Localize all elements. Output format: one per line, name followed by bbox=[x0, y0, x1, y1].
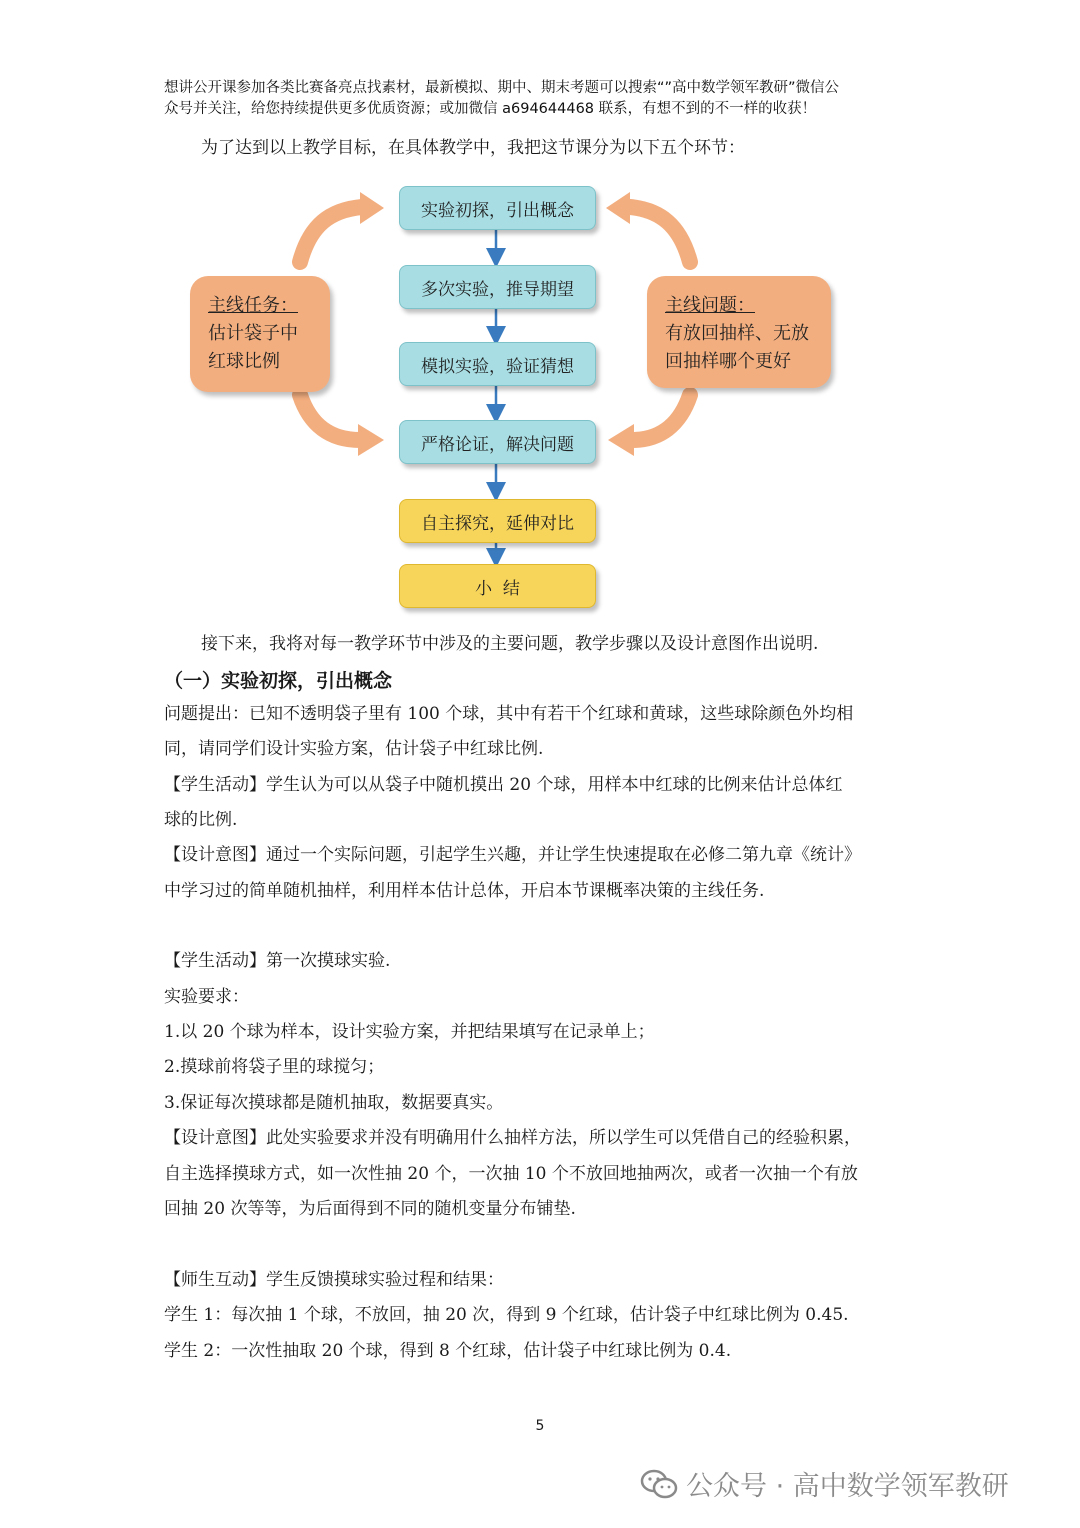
step-1-box: 实验初探，引出概念 bbox=[399, 186, 596, 230]
step-2-box: 多次实验，推导期望 bbox=[399, 265, 596, 309]
main-question-box bbox=[647, 276, 831, 388]
para-line: 3.保证每次摸球都是随机抽取，数据要真实。 bbox=[164, 1093, 504, 1113]
para-line: 【师生互动】学生反馈摸球实验过程和结果： bbox=[164, 1270, 504, 1290]
para-line: 2.摸球前将袋子里的球搅匀； bbox=[164, 1057, 385, 1077]
main-task-line-2: 红球比例 bbox=[208, 351, 280, 372]
step-6-box: 小 结 bbox=[399, 564, 596, 608]
main-task-line-1: 估计袋子中 bbox=[208, 323, 298, 344]
watermark-text: 公众号 · 高中数学领军教研 bbox=[686, 1471, 1009, 1502]
main-question-title: 主线问题： bbox=[665, 295, 755, 316]
main-question-line-2: 回抽样哪个更好 bbox=[665, 351, 791, 372]
para-line: 球的比例. bbox=[164, 810, 238, 830]
header-line-2: 众号并关注，给您持续提供更多优质资源；或加微信 a694644468 联系，有想不到的不一样的收获！ bbox=[164, 101, 817, 117]
intro-text: 为了达到以上教学目标，在具体教学中，我把这节课分为以下五个环节： bbox=[201, 138, 745, 158]
para-line: 【学生活动】学生认为可以从袋子中随机摸出 20 个球，用样本中红球的比例来估计总体红 bbox=[164, 775, 843, 795]
wechat-icon bbox=[640, 1468, 678, 1500]
flow-connectors bbox=[0, 0, 1080, 640]
para-line: 实验要求： bbox=[164, 987, 249, 1007]
header-line-1: 想讲公开课参加各类比赛备亮点找素材，最新模拟、期中、期末考题可以搜索“”高中数学领军教研”微信公 bbox=[164, 80, 840, 96]
para-line: 1.以 20 个球为样本，设计实验方案，并把结果填写在记录单上； bbox=[164, 1022, 655, 1042]
main-task-title: 主线任务： bbox=[208, 295, 298, 316]
main-question-line-1: 有放回抽样、无放 bbox=[665, 323, 809, 344]
section-heading-1: （一）实验初探，引出概念 bbox=[164, 670, 393, 692]
next-text: 接下来，我将对每一教学环节中涉及的主要问题，教学步骤以及设计意图作出说明. bbox=[201, 634, 819, 654]
para-line: 学生 2：一次性抽取 20 个球，得到 8 个红球，估计袋子中红球比例为 0.4. bbox=[164, 1341, 732, 1361]
para-line: 同，请同学们设计实验方案，估计袋子中红球比例. bbox=[164, 739, 544, 759]
main-task-box bbox=[190, 276, 330, 392]
para-line: 中学习过的简单随机抽样，利用样本估计总体，开启本节课概率决策的主线任务. bbox=[164, 881, 765, 901]
para-line: 【学生活动】第一次摸球实验. bbox=[164, 951, 391, 971]
para-line: 【设计意图】此处实验要求并没有明确用什么抽样方法，所以学生可以凭借自己的经验积累， bbox=[164, 1128, 861, 1148]
para-line: 回抽 20 次等等，为后面得到不同的随机变量分布铺垫. bbox=[164, 1199, 576, 1219]
para-line: 学生 1：每次抽 1 个球，不放回，抽 20 次，得到 9 个红球，估计袋子中红球比例为 0.45. bbox=[164, 1305, 849, 1325]
page-number: 5 bbox=[535, 1418, 545, 1434]
step-3-box: 模拟实验，验证猜想 bbox=[399, 342, 596, 386]
para-line: 【设计意图】通过一个实际问题，引起学生兴趣，并让学生快速提取在必修二第九章《统计》 bbox=[164, 845, 861, 865]
para-line: 自主选择摸球方式，如一次性抽 20 个，一次抽 10 个不放回地抽两次，或者一次抽一个有放 bbox=[164, 1164, 858, 1184]
watermark bbox=[640, 1464, 1009, 1503]
para-line: 问题提出：已知不透明袋子里有 100 个球，其中有若干个红球和黄球，这些球除颜色外均相 bbox=[164, 704, 854, 724]
step-5-box: 自主探究，延伸对比 bbox=[399, 499, 596, 543]
step-4-box: 严格论证，解决问题 bbox=[399, 420, 596, 464]
